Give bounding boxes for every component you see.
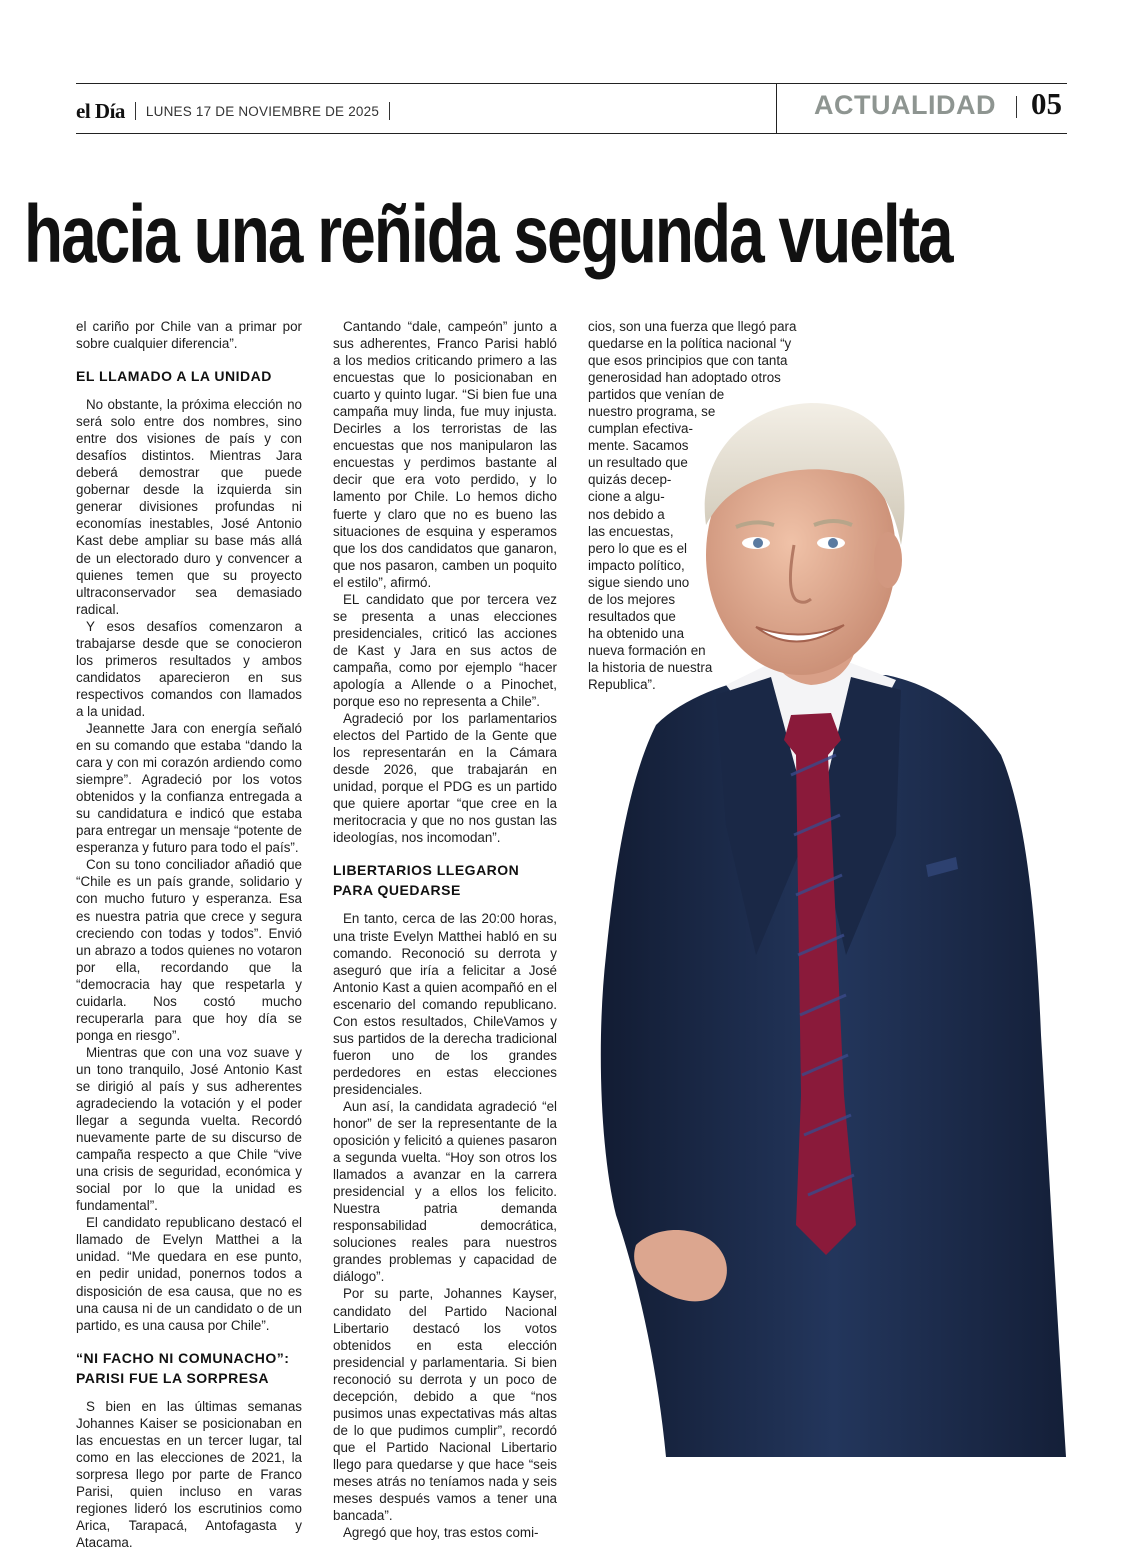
text-line: sigue siendo uno (588, 574, 690, 590)
paragraph: Agregó que hoy, tras estos comi- (343, 1525, 539, 1541)
text-line: mente. Sacamos (588, 438, 689, 454)
paragraph: Y esos desafíos comenzaron a trabajarse desde que se conocieron los primeros resultados y ambos candidatos aparecieron en sus respectivos comandos con llamados a la unidad. (76, 618, 302, 719)
paragraph: Agradeció por los parlamentarios electos del Partido de la Gente que los representarán en la Cámara desde 2026, que trabajarán en unidad, porque el PDG es un partido que quiere aportar “que cree en la meritocracia y que no nos gustan las ideologías, nos incomodan”. (333, 711, 557, 846)
paragraph: Por su parte, Johannes Kayser, candidato del Partido Nacional Libertario destacó los votos obtenidos en esta elección presidencial y parlamentaria. Si bien reconoció su derrota y un poco de decepción, debido a que “nos pusimos unas expectativas más altas de lo que pudimos cumplir”, recordó que el Partido Nacional Libertario llego para quedarse y que hace “seis meses atrás no teníamos nada y seis meses después vamos a tener una bancada”. (333, 1286, 557, 1524)
text-line: nueva formación en (588, 642, 706, 658)
subheading-llamado-unidad: EL LLAMADO A LA UNIDAD (76, 368, 272, 385)
masthead-separator (389, 102, 390, 120)
section-title: ACTUALIDAD (814, 90, 996, 120)
text-line: de los mejores (588, 591, 676, 607)
text-line: cios, son una fuerza que llegó para (588, 319, 797, 334)
page-number-separator (1016, 96, 1017, 118)
paragraph: Con su tono conciliador añadió que “Chile es un país grande, solidario y con mucho futuro y esperanza. Esa es nuestra patria que crece y segura creciendo con todas y todos”. Envió un abrazo a todos quienes no votaron por ella, recordando que la “democracia hay que respetarla y cuidarla. Nos costó mucho recuperarla para que hoy día se ponga en riesgo”. (76, 857, 302, 1043)
article-column-2 (333, 318, 557, 1541)
text-line: resultados que (588, 608, 676, 624)
text-line: pero lo que es el (588, 540, 688, 556)
paragraph: En tanto, cerca de las 20:00 horas, una triste Evelyn Matthei habló en su comando. Reconoció su derrota y aseguró que iría a felicitar a José Antonio Kast a quien acompañó en el escenario del comando republicano. Con estos resultados, ChileVamos y sus partidos de la derecha tradicional fueron uno de los grandes perdedores en estas elecciones presidenciales. (333, 911, 557, 1097)
newspaper-logo: el Día (76, 98, 125, 123)
subheading-libertarios (333, 860, 557, 900)
masthead-separator (135, 102, 136, 120)
article-headline: hacia una reñida segunda vuelta (24, 189, 952, 280)
paragraph: EL candidato que por tercera vez se presenta a unas elecciones presidenciales, criticó las acciones de Kast y Jara en sus actos de campaña, como por ejemplo “hacer apología a Allende o a Pinochet, porque eso no representa a Chile”. (333, 591, 557, 710)
article-column-3 (588, 318, 812, 693)
paragraph: No obstante, la próxima elección no será solo entre dos nombres, sino entre dos visiones de país y con desafíos distintos. Mientras Jara deberá demostrar que puede gobernar desde la izquierda sin generar divisiones profundas ni economías inestables, José Antonio Kast debe ampliar su base más allá de un electorado duro y convencer a quienes temen que su proyecto ultraconservador sea demasiado radical. (76, 397, 302, 617)
text-line: Republica”. (588, 676, 656, 692)
text-line: la historia de nuestra (588, 659, 713, 675)
header-top-rule (76, 83, 1067, 84)
paragraph: Cantando “dale, campeón” junto a sus adherentes, Franco Parisi habló a los medios criticando primero a las encuestas que lo posicionaban en cuarto y quinto lugar. “Si bien fue una campaña muy linda, fue muy injusta. Decirles a los terroristas de las encuestas que nos manipularon las encuestas y perdimos bastante al decir que era voto perdido, y lo lamento por Chile. Lo hemos dicho fuerte y claro que no es bueno las situaciones de esquina y esperamos que los dos candidatos que ganaron, que nos pasaron, camben un poquito el estilo”, afirmó. (333, 319, 557, 590)
text-line: generosidad han adoptado otros (588, 370, 781, 386)
issue-date: LUNES 17 DE NOVIEMBRE DE 2025 (145, 103, 380, 119)
text-line: cumplan efectiva- (588, 421, 693, 437)
text-line: que esos principios que con tanta (588, 353, 788, 369)
text-line: quizás decep- (588, 472, 672, 488)
text-line: ha obtenido una (588, 625, 685, 641)
masthead (76, 96, 400, 126)
text-line: nos debido a (588, 506, 665, 522)
subheading-parisi-sorpresa (76, 1348, 302, 1388)
text-line: un resultado que (588, 455, 688, 471)
text-line: impacto político, (588, 557, 685, 573)
text-line: nuestro programa, se (588, 404, 716, 420)
text-line: partidos que venían de (588, 387, 725, 403)
header-bottom-rule (76, 133, 1067, 134)
subheading-line: LIBERTARIOS LLEGARON (333, 862, 520, 879)
ear (874, 532, 902, 588)
text-line: las encuestas, (588, 523, 674, 539)
text-line: quedarse en la política nacional “y (588, 336, 792, 352)
header-divider (776, 84, 777, 134)
subheading-line: “NI FACHO NI COMUNACHO”: (76, 1349, 290, 1366)
paragraph: Mientras que con una voz suave y un tono tranquilo, José Antonio Kast se dirigió al país y sus adherentes agradeciendo la votación y el poder llegar a segunda vuelta. Recordó nuevamente parte de su discurso de campaña respecto a que Chile “vive una crisis de seguridad, económica y social por lo que la unidad es fundamental”. (76, 1044, 302, 1214)
article-column-1 (76, 318, 302, 1551)
page-number: 05 (1031, 86, 1062, 121)
text-line: cione a algu- (588, 489, 665, 505)
subheading-line: PARA QUEDARSE (333, 882, 461, 899)
subheading-line: PARISI FUE LA SORPRESA (76, 1369, 270, 1386)
paragraph: Jeannette Jara con energía señaló en su comando que estaba “dando la cara y con mi corazón ardiendo como siempre”. Agradeció por los votos obtenidos y la confianza entregada a su candidatura e indicó que estaba para entregar un mensaje “potente de esperanza y futuro para todo el país”. (76, 720, 302, 856)
paragraph: el cariño por Chile van a primar por sobre cualquier diferencia”. (76, 319, 302, 352)
paragraph (588, 318, 812, 693)
paragraph: S bien en las últimas semanas Johannes Kaiser se posicionaban en las encuestas en un tercer lugar, tal como en las elecciones de 2021, la sorpresa llego por parte de Franco Parisi, quien incluso en varas regiones lideró los escrutinios como Arica, Tarapacá, Antofagasta y Atacama. (76, 1398, 302, 1551)
paragraph: El candidato republicano destacó el llamado de Evelyn Matthei a la unidad. “Me quedara en ese punto, en pedir unidad, ponernos todos a disposición de esa causa, que no es una causa ni de un candidato o de un partido, es una causa por Chile”. (76, 1215, 302, 1333)
paragraph: Aun así, la candidata agradeció “el honor” de ser la representante de la oposición y felicitó a quienes pasaron a segunda vuelta. “Hoy son otros los llamados a avanzar en la carrera presidencial y a ellos los felicito. Nuestra patria demanda responsabilidad democrática, soluciones reales para nuestros grandes problemas y capacidad de diálogo”. (333, 1098, 557, 1285)
